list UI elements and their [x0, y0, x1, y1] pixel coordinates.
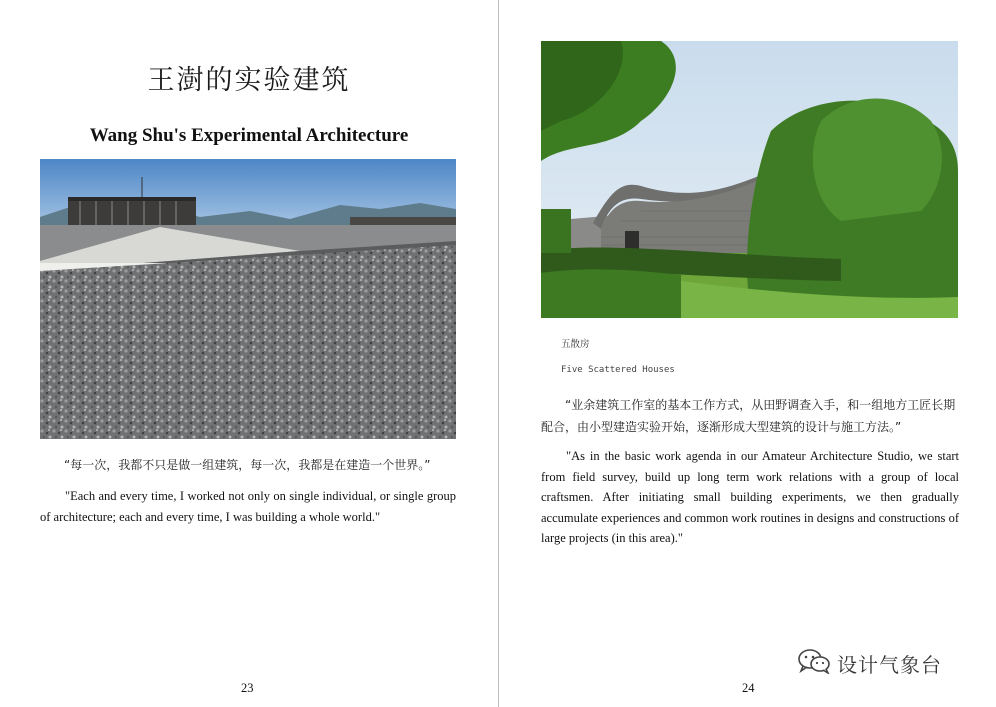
- title-chinese: 王澍的实验建筑: [147, 65, 351, 96]
- wechat-icon: [797, 648, 831, 679]
- quote-chinese: “每一次，我都不只是做一组建筑，每一次，我都是在建造一个世界。”: [64, 458, 431, 472]
- paragraph-english: "As in the basic work agenda in our Amateur Architecture Studio, we start from field survey, build up long term work relations with a group of local craftsmen. After initiating small building experiments, we then gradually accumulate experiences and common work routines in designs and constructions of large projects (in this area).": [541, 449, 959, 546]
- page-number: 24: [742, 681, 755, 695]
- watermark-text: 设计气象台: [837, 653, 942, 677]
- five-scattered-houses-photo: [541, 41, 958, 318]
- page-number: 23: [241, 681, 254, 695]
- photo-caption-chinese: 五散房: [561, 339, 590, 350]
- photo-caption-english: Five Scattered Houses: [561, 365, 675, 375]
- quote-english: "Each and every time, I worked not only on single individual, or single group of architecture; each and every time, I was building a whole world.": [40, 489, 456, 524]
- paragraph-chinese: “业余建筑工作室的基本工作方式，从田野调查入手，和一组地方工匠长期配合，由小型建造实验开始，逐渐形成大型建筑的设计与施工方法。”: [541, 398, 956, 434]
- roof-gravel-photo: [40, 159, 456, 439]
- right-page: [499, 0, 996, 707]
- watermark: [797, 648, 942, 679]
- title-english: Wang Shu's Experimental Architecture: [89, 125, 409, 146]
